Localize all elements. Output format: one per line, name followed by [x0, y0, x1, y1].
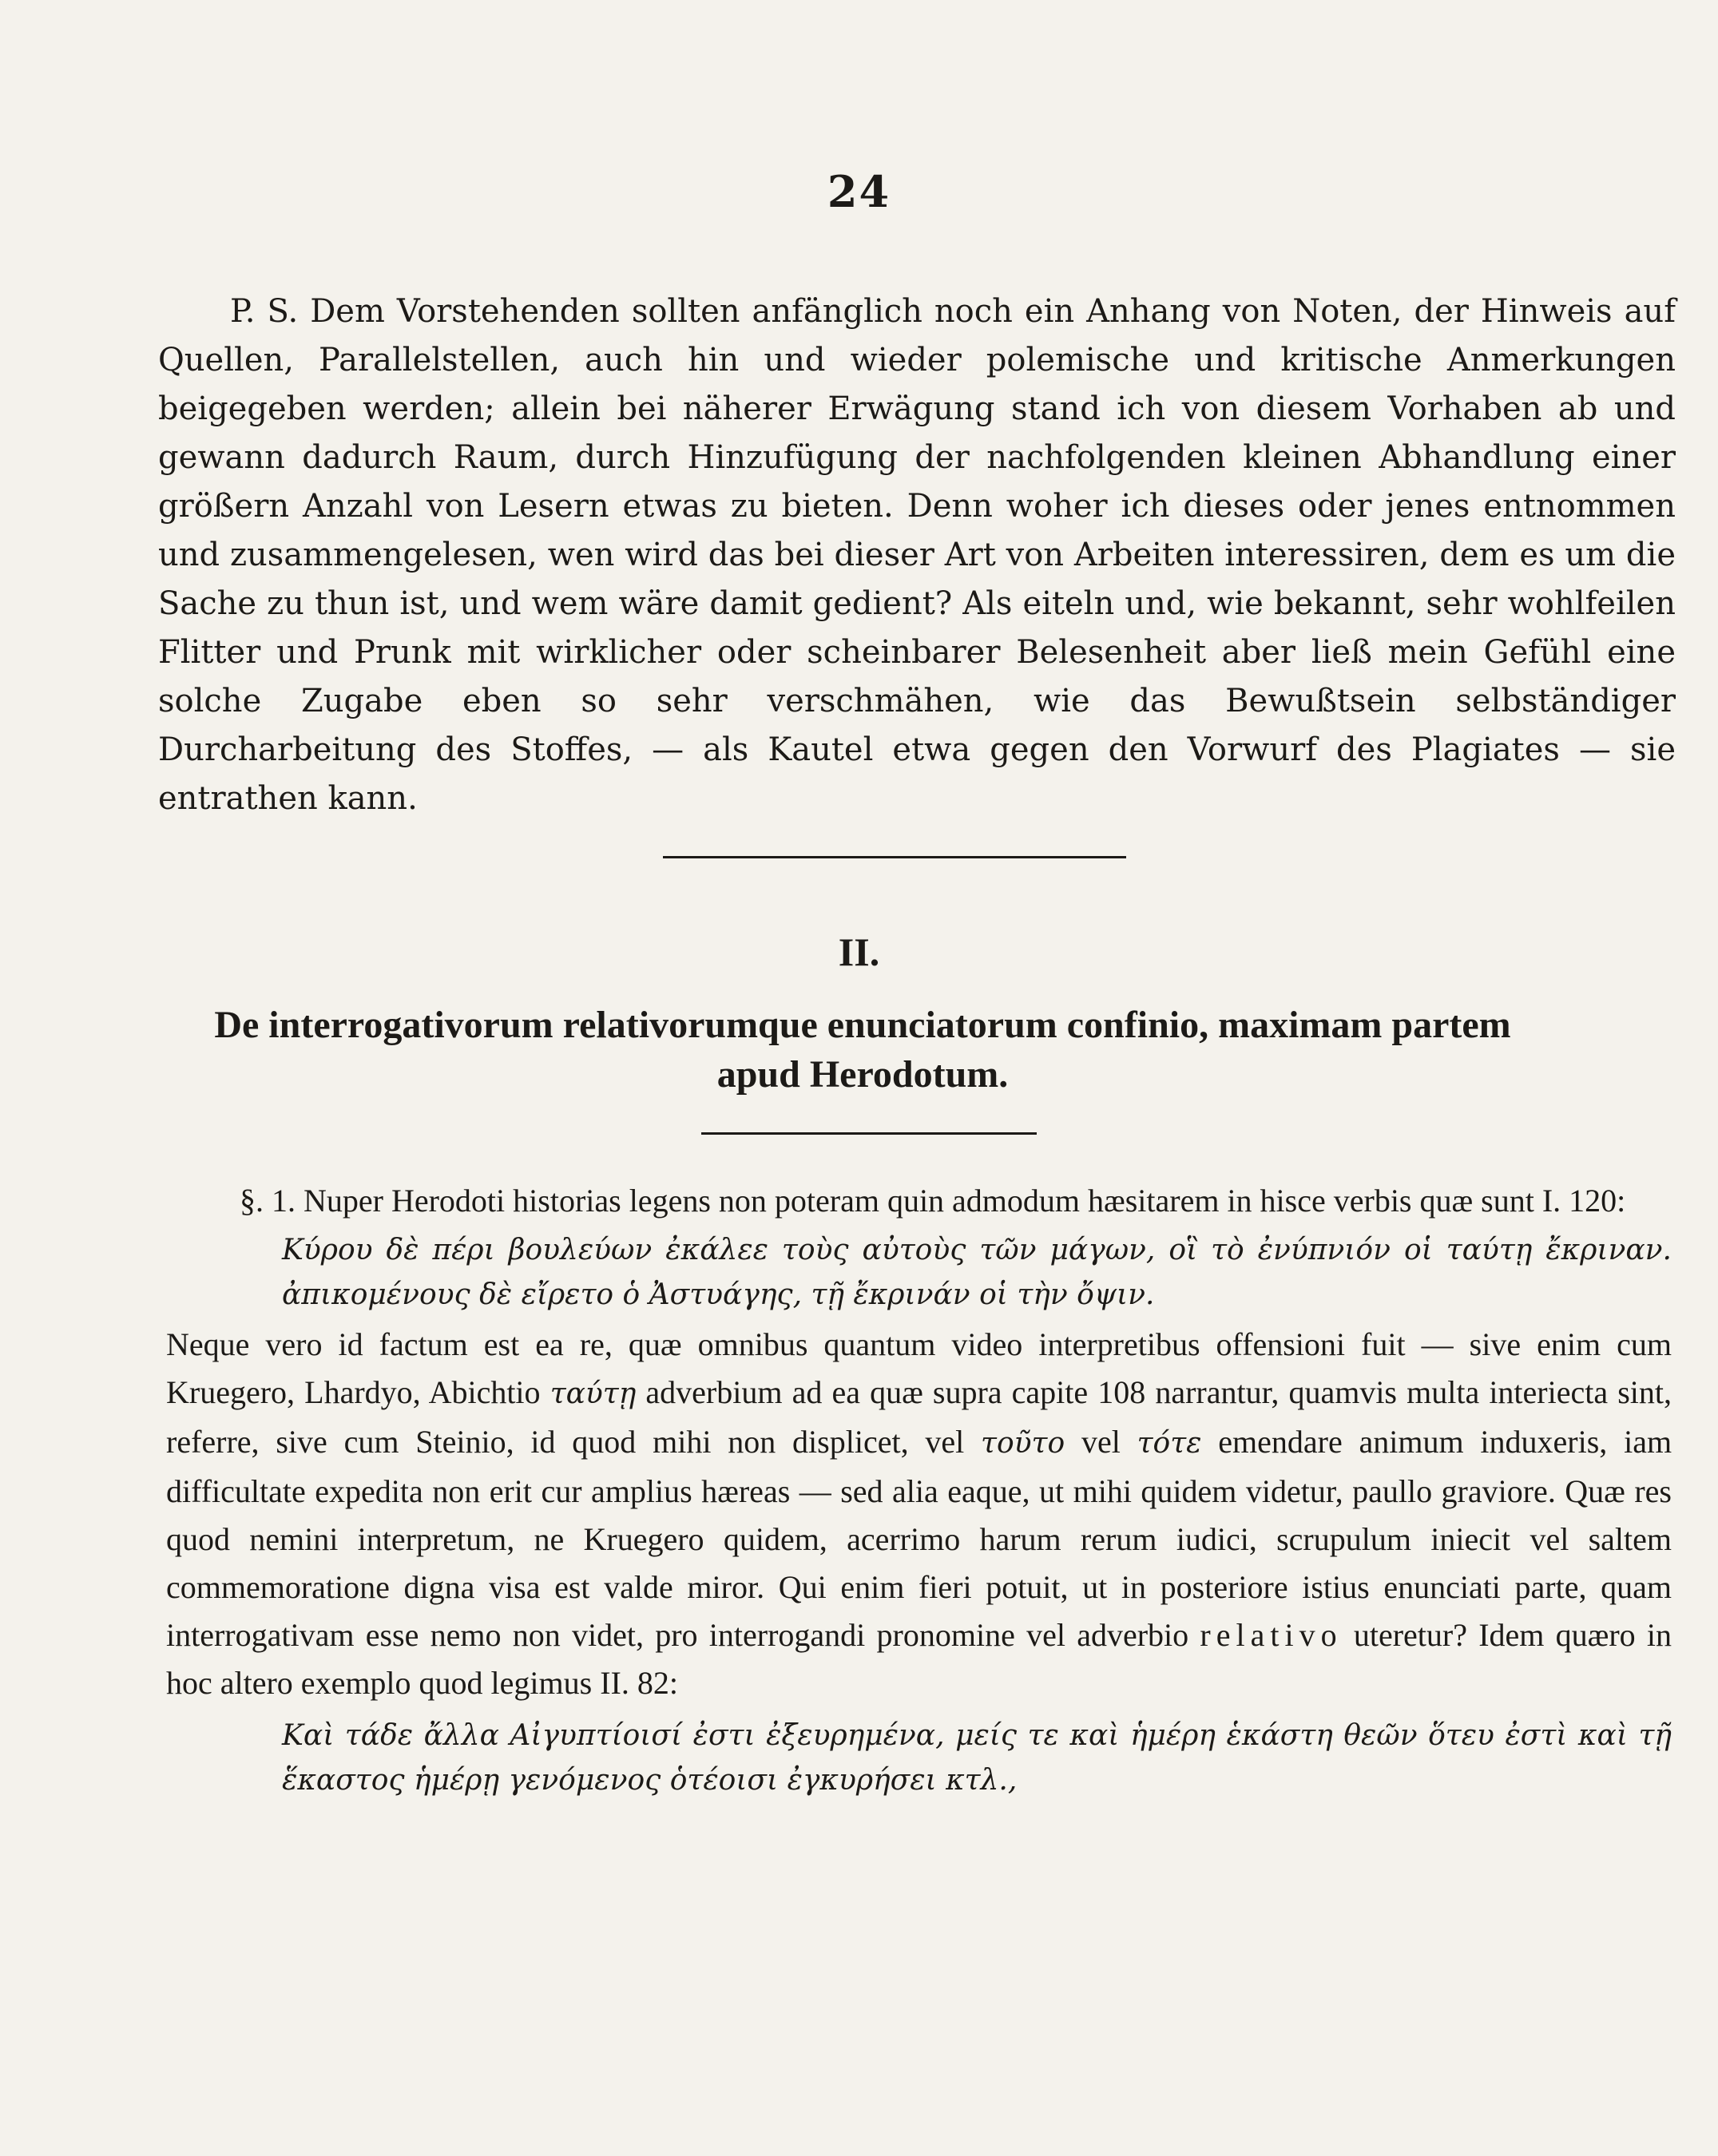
section-divider-rule	[663, 856, 1126, 858]
page-number: 24	[827, 166, 891, 217]
postscript-text: P. S. Dem Vorstehenden sollten anfänglich noch ein Anhang von Noten, der Hinweis auf Quellen, Parallelstellen, auch hin und wieder polemische und kritische Anmerkungen beigegeben werden; allein bei näherer Erwägung stand ich von diesem Vorhaben ab und gewann dadurch Raum, durch Hinzufügung der nachfolgenden kleinen Abhandlung einer größern Anzahl von Lesern etwas zu bieten. Denn woher ich dieses oder jenes entnommen und zusammengelesen, wen wird das bei dieser Art von Arbeiten interessiren, dem es um die Sache zu thun ist, und wem wäre damit gedient? Als eiteln und, wie bekannt, sehr wohlfeilen Flitter und Prunk mit wirklicher oder scheinbarer Belesenheit aber ließ mein Gefühl eine solche Zugabe eben so sehr verschmähen, wie das Bewußtsein selbständiger Durcharbeitung des Stoffes, — als Kautel etwa gegen den Vorwurf des Plagiates — sie entrathen kann.	[158, 293, 1676, 817]
section-body	[166, 1177, 1672, 1803]
postscript-paragraph	[158, 287, 1676, 823]
paragraph-2-part-d: emendare animum induxeris, iam difficultate expedita non erit cur amplius hæreas — sed alia eaque, ut mihi quidem videtur, paullo graviore. Quæ res quod nemini interpretum, ne Kruegero quidem, acerrimo harum rerum iudici, scrupulum iniecit vel saltem commemoratione digna visa est valde miror. Qui enim fieri potuit, ut in posteriore istius enunciati parte, quam interrogativam esse nemo non videt, pro interrogandi pronomine vel adverbio	[166, 1424, 1672, 1653]
section-title: De interrogativorum relativorumque enunciatorum confinio, maximam partem apud Herodotum.	[214, 1004, 1511, 1096]
title-divider-rule	[701, 1132, 1037, 1135]
paragraph-2-part-b: adverbium ad ea quæ supra capite 108 narrantur, quamvis multa interiecta sint, referre, sive cum Steinio, id quod mihi non displicet, vel	[166, 1374, 1672, 1460]
spaced-word-relativo: relativo	[1200, 1617, 1343, 1653]
paragraph-1: §. 1. Nuper Herodoti historias legens non poteram quin admodum hæsitarem in hisce verbis quæ sunt I. 120:	[240, 1183, 1626, 1219]
greek-word-tote: τότε	[1137, 1427, 1202, 1460]
paragraph-2-part-c: vel	[1081, 1424, 1121, 1460]
greek-word-tautee: ταύτῃ	[550, 1377, 637, 1410]
paragraph-2-part-a: Neque vero id factum est ea re, quæ omnibus quantum video interpretibus offensioni fuit — sive enim cum Kruegero, Lhardyo, Abichtio	[166, 1326, 1672, 1410]
greek-word-touto: τοῦτο	[981, 1427, 1065, 1460]
paragraph-2	[166, 1321, 1672, 1707]
paragraph-2-part-e: uteretur? Idem quæro in hoc altero exemplo quod legimus II. 82:	[166, 1617, 1672, 1701]
greek-quotation-2: Καὶ τάδε ἄλλα Αἰγυπτίοισί ἐστι ἐξευρημένα, μείς τε καὶ ἡμέρη ἑκάστη θεῶν ὅτευ ἐστὶ καὶ τῇ ἕκαστος ἡμέρῃ γενόμενος ὁτέοισι ἐγκυρήσει κτλ.,	[282, 1719, 1672, 1797]
greek-quotation-1: Κύρου δὲ πέρι βουλεύων ἐκάλεε τοὺς αὐτοὺς τῶν μάγων, οἳ τὸ ἐνύπνιόν οἱ ταύτῃ ἔκριναν. ἀπικομένους δὲ εἴρετο ὁ Ἀστυάγης, τῇ ἔκρινάν οἱ τὴν ὄψιν.	[282, 1234, 1672, 1311]
section-number: II.	[838, 929, 880, 974]
